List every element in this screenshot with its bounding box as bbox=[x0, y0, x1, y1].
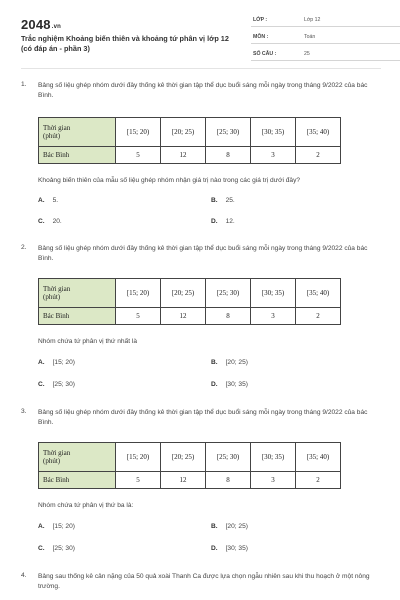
option-a[interactable]: A. [15; 20) bbox=[38, 359, 75, 366]
question-text: Bảng số liệu ghép nhóm dưới đây thống kê thời gian tập thể dục buổi sáng mỗi ngày trong tháng 9/2022 của bác Bình. bbox=[38, 409, 368, 426]
option-c[interactable]: C. [25; 30) bbox=[38, 381, 75, 388]
value-cell: 2 bbox=[296, 308, 341, 325]
meta-label: SỐ CÂU : bbox=[253, 51, 277, 57]
option-b[interactable]: B. 25. bbox=[211, 197, 235, 204]
interval-cell: [30; 35) bbox=[251, 443, 296, 472]
option-b[interactable]: B. [20; 25) bbox=[211, 523, 248, 530]
frequency-table bbox=[38, 278, 341, 325]
value-cell: 3 bbox=[251, 308, 296, 325]
value-cell: 12 bbox=[161, 308, 206, 325]
interval-cell: [35; 40) bbox=[296, 279, 341, 308]
table-header-label: Thời gian (phút) bbox=[39, 279, 116, 308]
value-cell: 12 bbox=[161, 147, 206, 164]
value-cell: 5 bbox=[116, 308, 161, 325]
logo-main: 2048 bbox=[21, 17, 51, 32]
meta-value: Lớp 12 bbox=[304, 17, 321, 23]
exam-meta bbox=[251, 12, 400, 63]
page-title: Trắc nghiệm Khoảng biến thiên và khoảng tứ phân vị lớp 12 (có đáp án - phần 3) bbox=[21, 34, 229, 53]
meta-label: LỚP : bbox=[253, 17, 268, 23]
interval-cell: [20; 25) bbox=[161, 279, 206, 308]
interval-cell: [20; 25) bbox=[161, 443, 206, 472]
interval-cell: [25; 30) bbox=[206, 118, 251, 147]
value-cell: 2 bbox=[296, 472, 341, 489]
interval-cell: [25; 30) bbox=[206, 279, 251, 308]
option-d[interactable]: D. 12. bbox=[211, 218, 235, 225]
table-row-label: Bác Bình bbox=[39, 308, 116, 325]
meta-subject-row bbox=[251, 29, 400, 44]
interval-cell: [25; 30) bbox=[206, 443, 251, 472]
value-cell: 2 bbox=[296, 147, 341, 164]
frequency-table bbox=[38, 117, 341, 164]
table-header-label: Thời gian (phút) bbox=[39, 443, 116, 472]
option-d[interactable]: D. [30; 35) bbox=[211, 545, 248, 552]
option-b[interactable]: B. [20; 25) bbox=[211, 359, 248, 366]
table-row-label: Bác Bình bbox=[39, 147, 116, 164]
question-text: Bảng số liệu ghép nhóm dưới đây thống kê thời gian tập thể dục buổi sáng mỗi ngày trong tháng 9/2022 của bác Bình. bbox=[38, 82, 368, 99]
option-d[interactable]: D. [30; 35) bbox=[211, 381, 248, 388]
interval-cell: [35; 40) bbox=[296, 443, 341, 472]
value-cell: 8 bbox=[206, 308, 251, 325]
interval-cell: [30; 35) bbox=[251, 118, 296, 147]
question-prompt: Khoảng biến thiên của mẫu số liệu ghép nhóm nhận giá trị nào trong các giá trị dưới đây? bbox=[38, 177, 301, 184]
logo-suffix: .vn bbox=[51, 24, 62, 30]
value-cell: 5 bbox=[116, 147, 161, 164]
question-number: 3. bbox=[21, 408, 27, 415]
meta-value: Toán bbox=[304, 34, 316, 40]
meta-label: MÔN : bbox=[253, 34, 269, 40]
value-cell: 8 bbox=[206, 147, 251, 164]
option-a[interactable]: A. 5. bbox=[38, 197, 59, 204]
option-c[interactable]: C. [25; 30) bbox=[38, 545, 75, 552]
interval-cell: [15; 20) bbox=[116, 118, 161, 147]
value-cell: 3 bbox=[251, 147, 296, 164]
interval-cell: [15; 20) bbox=[116, 279, 161, 308]
meta-count-row bbox=[251, 46, 400, 61]
option-a[interactable]: A. [15; 20) bbox=[38, 523, 75, 530]
interval-cell: [15; 20) bbox=[116, 443, 161, 472]
question-number: 1. bbox=[21, 81, 27, 88]
question-text: Bảng số liệu ghép nhóm dưới đây thống kê thời gian tập thể dục buổi sáng mỗi ngày trong tháng 9/2022 của bác Bình. bbox=[38, 245, 368, 262]
table-header-label: Thời gian (phút) bbox=[39, 118, 116, 147]
question-number: 4. bbox=[21, 572, 27, 579]
question-number: 2. bbox=[21, 244, 27, 251]
interval-cell: [35; 40) bbox=[296, 118, 341, 147]
page-header bbox=[21, 12, 381, 60]
frequency-table bbox=[38, 442, 341, 489]
value-cell: 8 bbox=[206, 472, 251, 489]
table-row-label: Bác Bình bbox=[39, 472, 116, 489]
header-divider bbox=[21, 68, 381, 69]
question-prompt: Nhóm chứa tứ phân vị thứ nhất là bbox=[38, 338, 138, 345]
value-cell: 3 bbox=[251, 472, 296, 489]
question-text: Bảng sau thống kê cân nặng của 50 quả xoài Thanh Ca được lựa chọn ngẫu nhiên sau khi thu hoạch ở một nông trường. bbox=[38, 573, 370, 590]
meta-value: 25 bbox=[304, 51, 310, 57]
site-logo[interactable] bbox=[21, 17, 61, 32]
interval-cell: [20; 25) bbox=[161, 118, 206, 147]
value-cell: 5 bbox=[116, 472, 161, 489]
question-prompt: Nhóm chứa tứ phân vị thứ ba là: bbox=[38, 502, 134, 509]
meta-class-row bbox=[251, 12, 400, 27]
interval-cell: [30; 35) bbox=[251, 279, 296, 308]
value-cell: 12 bbox=[161, 472, 206, 489]
option-c[interactable]: C. 20. bbox=[38, 218, 62, 225]
